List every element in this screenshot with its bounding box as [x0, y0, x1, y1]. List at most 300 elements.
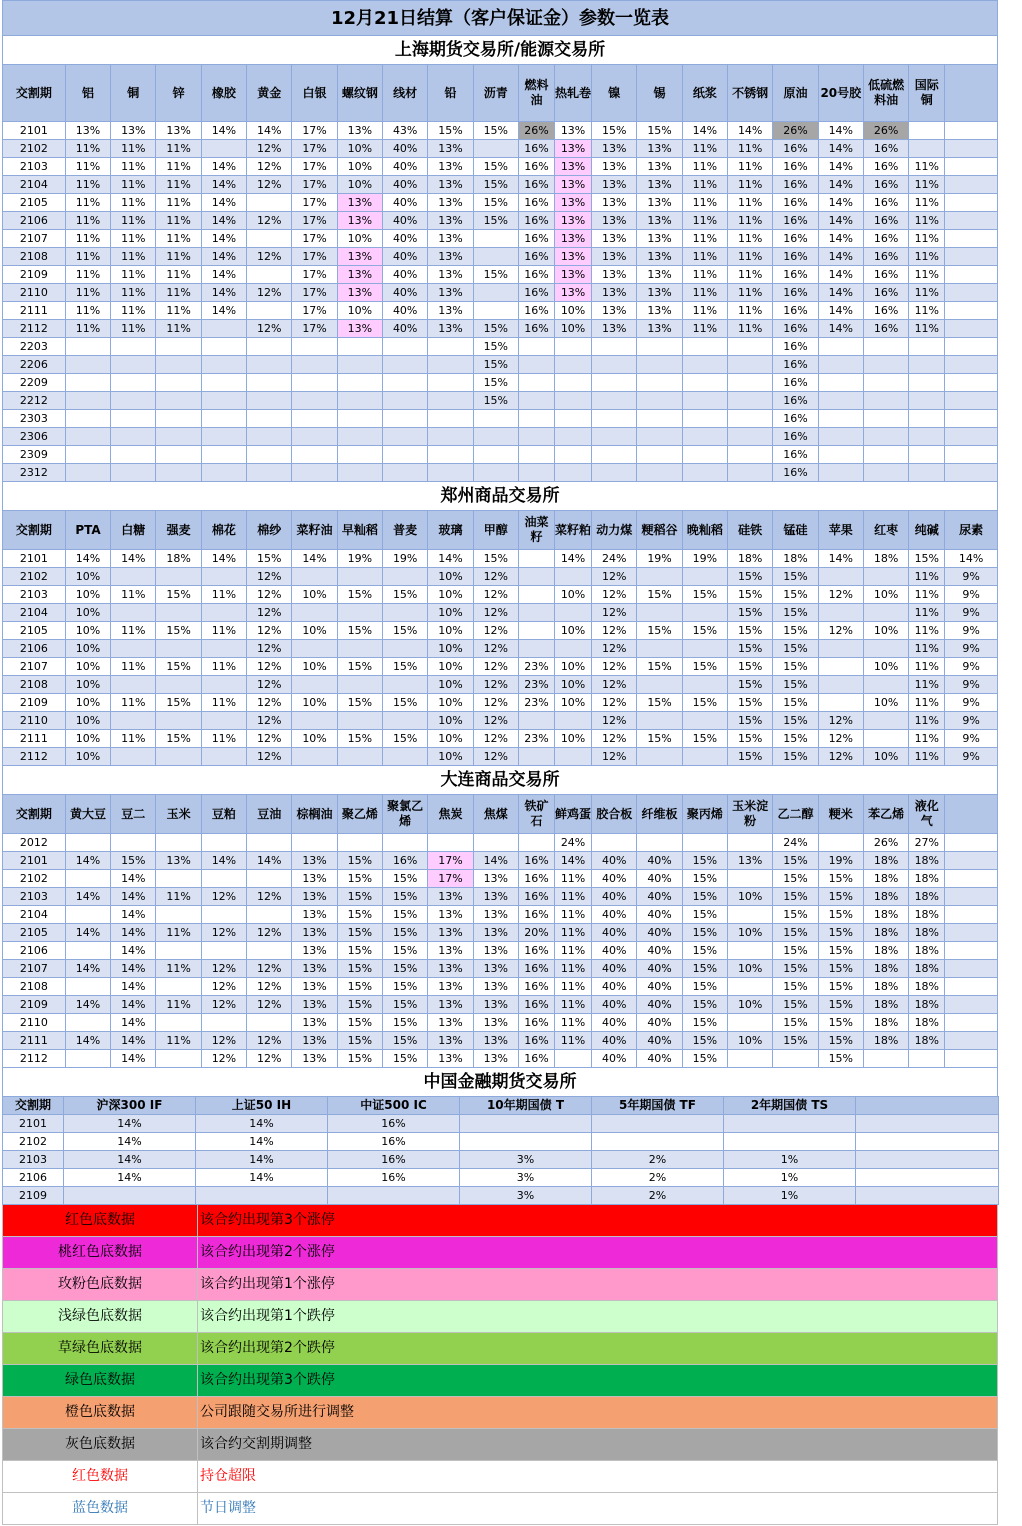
margin-rate-cell: 14%: [818, 266, 863, 284]
delivery-period-cell: 2108: [3, 248, 66, 266]
margin-rate-cell: [863, 410, 908, 428]
margin-rate-cell: [65, 942, 110, 960]
table-row: [3, 694, 998, 712]
margin-rate-cell: 16%: [518, 194, 554, 212]
margin-rate-cell: [555, 748, 592, 766]
column-header: 普麦: [383, 511, 428, 550]
margin-rate-cell: 10%: [728, 1032, 773, 1050]
margin-rate-cell: 13%: [428, 924, 473, 942]
margin-rate-cell: [518, 392, 554, 410]
margin-rate-cell: 17%: [292, 158, 337, 176]
margin-rate-cell: [592, 356, 637, 374]
table-row: [3, 1050, 998, 1068]
margin-rate-cell: 12%: [592, 568, 637, 586]
table-row: [3, 658, 998, 676]
margin-rate-cell: [682, 834, 727, 852]
margin-rate-cell: [156, 676, 201, 694]
margin-rate-cell: 11%: [111, 158, 156, 176]
delivery-period-cell: 2112: [3, 748, 66, 766]
margin-rate-cell: 14%: [111, 1014, 156, 1032]
margin-rate-cell: 18%: [863, 550, 908, 568]
margin-rate-cell: 16%: [773, 302, 818, 320]
margin-rate-cell: 18%: [863, 870, 908, 888]
margin-rate-cell: 26%: [518, 122, 554, 140]
margin-rate-cell: 14%: [111, 1050, 156, 1068]
margin-rate-cell: 15%: [383, 730, 428, 748]
margin-rate-cell: [856, 1151, 999, 1169]
margin-rate-cell: 16%: [773, 464, 818, 482]
margin-rate-cell: 15%: [637, 694, 682, 712]
margin-rate-cell: 24%: [773, 834, 818, 852]
margin-rate-cell: 14%: [201, 284, 246, 302]
column-header: 油菜籽: [518, 511, 554, 550]
margin-rate-cell: [328, 1187, 460, 1205]
margin-rate-cell: 12%: [818, 748, 863, 766]
margin-rate-cell: [728, 446, 773, 464]
margin-rate-cell: 14%: [65, 1032, 110, 1050]
margin-rate-cell: 14%: [65, 960, 110, 978]
margin-rate-cell: 15%: [337, 1032, 382, 1050]
margin-rate-cell: 10%: [428, 730, 473, 748]
margin-rate-cell: 14%: [247, 852, 292, 870]
margin-rate-cell: 14%: [682, 122, 727, 140]
margin-rate-cell: [909, 428, 945, 446]
table-row: [3, 338, 998, 356]
sheet-title: 12月21日结算（客户保证金）参数一览表: [2, 0, 998, 36]
margin-rate-cell: 24%: [592, 550, 637, 568]
margin-rate-cell: 15%: [818, 888, 863, 906]
margin-rate-cell: [156, 338, 201, 356]
margin-rate-cell: [945, 248, 998, 266]
margin-rate-cell: 10%: [65, 730, 110, 748]
table-row: [3, 176, 998, 194]
delivery-period-cell: 2103: [3, 586, 66, 604]
margin-rate-cell: 13%: [592, 284, 637, 302]
legend-description: 该合约出现第1个涨停: [200, 1276, 335, 1292]
margin-rate-cell: [196, 1187, 328, 1205]
margin-rate-cell: [818, 834, 863, 852]
margin-rate-cell: [383, 712, 428, 730]
margin-rate-cell: 11%: [65, 284, 110, 302]
margin-rate-cell: 11%: [909, 712, 945, 730]
margin-rate-cell: 10%: [65, 604, 110, 622]
margin-rate-cell: [592, 410, 637, 428]
margin-rate-cell: 2%: [592, 1187, 724, 1205]
margin-rate-cell: 40%: [383, 194, 428, 212]
column-header: 玉米: [156, 795, 201, 834]
column-header: 苹果: [818, 511, 863, 550]
margin-rate-cell: [592, 1133, 724, 1151]
margin-rate-cell: [592, 428, 637, 446]
margin-rate-cell: 11%: [555, 924, 592, 942]
delivery-period-cell: 2106: [3, 942, 66, 960]
margin-rate-cell: 12%: [247, 888, 292, 906]
margin-rate-cell: 14%: [818, 158, 863, 176]
margin-rate-cell: [292, 640, 337, 658]
margin-rate-cell: 9%: [945, 640, 998, 658]
margin-rate-cell: 11%: [555, 1032, 592, 1050]
margin-rate-cell: 14%: [65, 550, 110, 568]
margin-rate-cell: 13%: [473, 978, 518, 996]
delivery-period-cell: 2212: [3, 392, 66, 410]
margin-rate-cell: [637, 446, 682, 464]
table-row: [3, 374, 998, 392]
cffex-section-title: 中国金融期货交易所: [2, 1068, 998, 1096]
margin-rate-cell: 15%: [818, 1014, 863, 1032]
margin-rate-cell: 16%: [518, 230, 554, 248]
margin-rate-cell: 13%: [555, 158, 592, 176]
margin-rate-cell: 12%: [592, 730, 637, 748]
margin-rate-cell: [111, 748, 156, 766]
margin-rate-cell: 11%: [201, 694, 246, 712]
margin-rate-cell: [337, 712, 382, 730]
margin-rate-cell: 11%: [156, 230, 201, 248]
margin-rate-cell: [682, 338, 727, 356]
margin-rate-cell: 14%: [111, 888, 156, 906]
dce-margin-table: [2, 794, 998, 1068]
margin-rate-cell: 16%: [518, 158, 554, 176]
table-row: [3, 410, 998, 428]
margin-rate-cell: [637, 604, 682, 622]
margin-rate-cell: [247, 1014, 292, 1032]
margin-rate-cell: 13%: [337, 320, 382, 338]
margin-rate-cell: [818, 464, 863, 482]
margin-rate-cell: 11%: [111, 284, 156, 302]
margin-rate-cell: [201, 834, 246, 852]
delivery-period-cell: 2101: [3, 122, 66, 140]
margin-rate-cell: 27%: [909, 834, 945, 852]
table-row: [3, 1133, 999, 1151]
margin-rate-cell: [201, 604, 246, 622]
table-row: [3, 446, 998, 464]
margin-rate-cell: 13%: [555, 248, 592, 266]
margin-rate-cell: [156, 978, 201, 996]
margin-rate-cell: 15%: [337, 622, 382, 640]
margin-rate-cell: [818, 410, 863, 428]
margin-rate-cell: 15%: [682, 730, 727, 748]
margin-rate-cell: [65, 834, 110, 852]
delivery-period-cell: 2109: [3, 996, 66, 1014]
margin-rate-cell: 12%: [473, 730, 518, 748]
margin-rate-cell: 12%: [247, 996, 292, 1014]
margin-rate-cell: [111, 568, 156, 586]
margin-rate-cell: 11%: [728, 284, 773, 302]
column-header: 燃料油: [518, 65, 554, 122]
column-header: 不锈钢: [728, 65, 773, 122]
margin-rate-cell: [292, 604, 337, 622]
margin-rate-cell: [518, 410, 554, 428]
margin-rate-cell: 15%: [473, 158, 518, 176]
margin-rate-cell: 11%: [201, 658, 246, 676]
margin-rate-cell: 14%: [201, 194, 246, 212]
margin-rate-cell: [818, 446, 863, 464]
margin-rate-cell: 10%: [728, 996, 773, 1014]
margin-rate-cell: 16%: [518, 996, 554, 1014]
margin-rate-cell: 14%: [65, 888, 110, 906]
margin-rate-cell: 11%: [65, 248, 110, 266]
margin-rate-cell: 16%: [518, 1032, 554, 1050]
margin-rate-cell: 12%: [247, 676, 292, 694]
delivery-period-cell: 2102: [3, 568, 66, 586]
margin-rate-cell: [247, 464, 292, 482]
margin-rate-cell: 12%: [592, 604, 637, 622]
margin-rate-cell: 13%: [592, 212, 637, 230]
margin-rate-cell: 10%: [65, 676, 110, 694]
margin-rate-cell: 13%: [428, 284, 473, 302]
margin-rate-cell: 14%: [818, 176, 863, 194]
margin-rate-cell: 13%: [555, 266, 592, 284]
margin-rate-cell: 15%: [773, 924, 818, 942]
margin-rate-cell: 15%: [773, 852, 818, 870]
margin-rate-cell: [156, 834, 201, 852]
margin-rate-cell: 1%: [724, 1151, 856, 1169]
margin-rate-cell: [383, 676, 428, 694]
delivery-period-cell: 2107: [3, 658, 66, 676]
margin-rate-cell: 10%: [428, 658, 473, 676]
margin-rate-cell: [637, 834, 682, 852]
column-header: 甲醇: [473, 511, 518, 550]
color-legend: [2, 1205, 998, 1525]
margin-rate-cell: 40%: [383, 248, 428, 266]
margin-rate-cell: 18%: [863, 906, 908, 924]
margin-rate-cell: 10%: [65, 712, 110, 730]
margin-rate-cell: 16%: [518, 1014, 554, 1032]
margin-rate-cell: 12%: [592, 748, 637, 766]
margin-rate-cell: [337, 356, 382, 374]
margin-rate-cell: 11%: [909, 604, 945, 622]
margin-rate-cell: 16%: [518, 888, 554, 906]
margin-rate-cell: 11%: [65, 194, 110, 212]
column-header: 豆油: [247, 795, 292, 834]
margin-rate-cell: 13%: [473, 960, 518, 978]
margin-rate-cell: 14%: [201, 230, 246, 248]
margin-rate-cell: [473, 410, 518, 428]
margin-rate-cell: [728, 1050, 773, 1068]
margin-rate-cell: 11%: [111, 320, 156, 338]
margin-rate-cell: 40%: [383, 158, 428, 176]
margin-rate-cell: [637, 640, 682, 658]
margin-rate-cell: [156, 1014, 201, 1032]
column-header: 黄大豆: [65, 795, 110, 834]
delivery-period-cell: 2110: [3, 1014, 66, 1032]
margin-rate-cell: [682, 568, 727, 586]
delivery-period-cell: 2109: [3, 694, 66, 712]
margin-rate-cell: [945, 122, 998, 140]
column-header: 锡: [637, 65, 682, 122]
margin-rate-cell: 11%: [909, 658, 945, 676]
margin-rate-cell: 13%: [428, 176, 473, 194]
margin-rate-cell: 15%: [682, 906, 727, 924]
margin-rate-cell: 3%: [460, 1169, 592, 1187]
margin-rate-cell: [65, 392, 110, 410]
margin-rate-cell: 15%: [818, 978, 863, 996]
margin-rate-cell: 16%: [518, 302, 554, 320]
margin-rate-cell: 15%: [592, 122, 637, 140]
margin-rate-cell: [247, 942, 292, 960]
margin-rate-cell: [728, 906, 773, 924]
margin-rate-cell: 26%: [863, 122, 908, 140]
margin-rate-cell: 18%: [863, 852, 908, 870]
margin-rate-cell: 23%: [518, 694, 554, 712]
margin-rate-cell: 14%: [818, 194, 863, 212]
margin-rate-cell: 14%: [111, 978, 156, 996]
margin-rate-cell: 13%: [428, 230, 473, 248]
delivery-period-cell: 2112: [3, 1050, 66, 1068]
margin-rate-cell: [460, 1133, 592, 1151]
margin-rate-cell: [945, 158, 998, 176]
legend-description: 该合约出现第2个跌停: [200, 1340, 335, 1356]
margin-rate-cell: 13%: [637, 248, 682, 266]
margin-rate-cell: 18%: [909, 942, 945, 960]
margin-rate-cell: 15%: [383, 924, 428, 942]
margin-rate-cell: 16%: [518, 942, 554, 960]
margin-rate-cell: 13%: [428, 194, 473, 212]
margin-rate-cell: 13%: [428, 266, 473, 284]
margin-rate-cell: 13%: [555, 212, 592, 230]
margin-rate-cell: 18%: [909, 996, 945, 1014]
margin-rate-cell: 16%: [863, 140, 908, 158]
margin-rate-cell: [292, 356, 337, 374]
margin-rate-cell: [518, 604, 554, 622]
margin-rate-cell: 10%: [428, 586, 473, 604]
margin-rate-cell: 12%: [818, 712, 863, 730]
margin-rate-cell: 19%: [682, 550, 727, 568]
margin-rate-cell: 12%: [247, 1050, 292, 1068]
margin-rate-cell: [637, 568, 682, 586]
margin-rate-cell: 14%: [201, 266, 246, 284]
margin-rate-cell: 12%: [473, 694, 518, 712]
margin-rate-cell: [156, 906, 201, 924]
margin-rate-cell: [428, 464, 473, 482]
column-header: 聚丙烯: [682, 795, 727, 834]
margin-rate-cell: 11%: [728, 266, 773, 284]
column-header: 白糖: [111, 511, 156, 550]
column-header: [856, 1097, 999, 1115]
margin-rate-cell: 17%: [292, 212, 337, 230]
margin-rate-cell: 15%: [337, 870, 382, 888]
margin-rate-cell: 40%: [637, 852, 682, 870]
legend-description: 该合约交割期调整: [200, 1436, 312, 1452]
margin-rate-cell: 40%: [383, 284, 428, 302]
margin-rate-cell: 14%: [111, 996, 156, 1014]
legend-key: 玫粉色底数据: [3, 1269, 198, 1300]
margin-rate-cell: 14%: [196, 1115, 328, 1133]
margin-rate-cell: 15%: [473, 392, 518, 410]
delivery-period-cell: 2110: [3, 712, 66, 730]
margin-rate-cell: 15%: [383, 906, 428, 924]
margin-rate-cell: 23%: [518, 730, 554, 748]
margin-rate-cell: [724, 1133, 856, 1151]
margin-rate-cell: [65, 446, 110, 464]
margin-rate-cell: 11%: [555, 942, 592, 960]
table-row: [3, 158, 998, 176]
margin-rate-cell: 16%: [518, 212, 554, 230]
margin-rate-cell: 17%: [292, 320, 337, 338]
margin-rate-cell: [518, 640, 554, 658]
margin-rate-cell: 11%: [909, 622, 945, 640]
margin-rate-cell: 13%: [292, 978, 337, 996]
margin-rate-cell: [156, 392, 201, 410]
margin-rate-cell: 13%: [473, 906, 518, 924]
margin-rate-cell: 12%: [592, 694, 637, 712]
margin-rate-cell: 13%: [592, 230, 637, 248]
margin-rate-cell: 14%: [473, 852, 518, 870]
margin-rate-cell: [818, 568, 863, 586]
margin-rate-cell: 15%: [473, 338, 518, 356]
margin-rate-cell: [637, 428, 682, 446]
margin-rate-cell: 11%: [65, 176, 110, 194]
margin-rate-cell: 19%: [818, 852, 863, 870]
margin-rate-cell: [65, 1050, 110, 1068]
margin-rate-cell: [473, 834, 518, 852]
margin-rate-cell: [818, 658, 863, 676]
margin-rate-cell: 23%: [518, 676, 554, 694]
margin-rate-cell: 18%: [863, 942, 908, 960]
margin-rate-cell: 12%: [473, 640, 518, 658]
margin-rate-cell: 15%: [773, 978, 818, 996]
margin-rate-cell: 14%: [818, 140, 863, 158]
margin-rate-cell: 15%: [337, 586, 382, 604]
margin-rate-cell: 18%: [909, 1032, 945, 1050]
margin-rate-cell: [247, 410, 292, 428]
margin-rate-cell: 13%: [428, 996, 473, 1014]
margin-rate-cell: 11%: [555, 906, 592, 924]
margin-rate-cell: 18%: [909, 888, 945, 906]
margin-rate-cell: [945, 284, 998, 302]
table-row: [3, 1115, 999, 1133]
delivery-period-cell: 2105: [3, 924, 66, 942]
margin-rate-cell: 14%: [111, 550, 156, 568]
margin-rate-cell: 11%: [111, 586, 156, 604]
margin-rate-cell: 14%: [818, 320, 863, 338]
margin-rate-cell: [555, 428, 592, 446]
margin-rate-cell: [728, 978, 773, 996]
table-row: [3, 356, 998, 374]
margin-rate-cell: 12%: [473, 658, 518, 676]
margin-rate-cell: 15%: [682, 658, 727, 676]
margin-rate-cell: [863, 392, 908, 410]
margin-rate-cell: [383, 446, 428, 464]
margin-rate-cell: [156, 464, 201, 482]
margin-rate-cell: 13%: [637, 212, 682, 230]
dce-header-row: [3, 795, 998, 834]
margin-rate-cell: 11%: [156, 140, 201, 158]
margin-rate-cell: 1%: [724, 1187, 856, 1205]
margin-rate-cell: 13%: [592, 266, 637, 284]
margin-rate-cell: 16%: [863, 212, 908, 230]
margin-rate-cell: 16%: [863, 230, 908, 248]
table-row: [3, 978, 998, 996]
margin-rate-cell: 15%: [383, 942, 428, 960]
margin-parameter-sheet: [2, 0, 998, 1525]
column-header: [945, 65, 998, 122]
margin-rate-cell: [247, 392, 292, 410]
margin-rate-cell: 13%: [473, 1014, 518, 1032]
margin-rate-cell: 24%: [555, 834, 592, 852]
margin-rate-cell: 15%: [773, 676, 818, 694]
margin-rate-cell: 15%: [728, 676, 773, 694]
margin-rate-cell: 14%: [196, 1169, 328, 1187]
margin-rate-cell: 9%: [945, 604, 998, 622]
margin-rate-cell: 11%: [111, 176, 156, 194]
margin-rate-cell: 10%: [337, 176, 382, 194]
column-header: 交割期: [3, 1097, 64, 1115]
margin-rate-cell: 9%: [945, 712, 998, 730]
margin-rate-cell: [863, 730, 908, 748]
margin-rate-cell: 11%: [111, 140, 156, 158]
margin-rate-cell: 15%: [156, 730, 201, 748]
margin-rate-cell: 14%: [945, 550, 998, 568]
